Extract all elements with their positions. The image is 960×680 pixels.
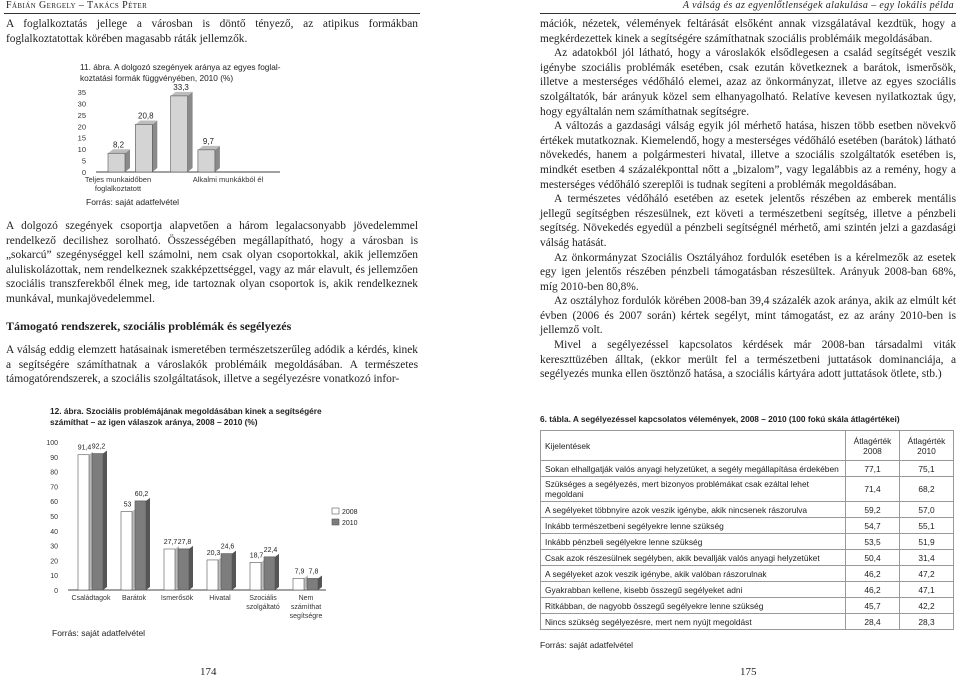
chart12-bar-2010 bbox=[307, 578, 318, 590]
table6 bbox=[540, 430, 954, 630]
chart12-value-label: 27,7 bbox=[163, 539, 178, 547]
right-paragraph-2: Az adatokból jól látható, hogy a városlakók elsődlegesen a család segítségét veszik igénybe szociális problémák esetében, csak ezután következnek a barátok, ismerősök, illetve a mesterséges védőháló elemei, azaz az önkormányzat, illetve az egyes szociális szolgáltatók, bár arányuk közel sem elhanyagolható. Relatíve kevesen nyilatkoztak úgy, hogy egyáltalán nem számíthatnak segítségre. bbox=[540, 47, 956, 118]
table-row bbox=[541, 502, 954, 518]
right-body-text bbox=[540, 17, 956, 382]
table6-cell-label: Gyakrabban kellene, kisebb összegű segélyeket adni bbox=[541, 582, 846, 598]
chart11-ytick-label: 0 bbox=[81, 168, 86, 177]
left-paragraph-dolgozo: A dolgozó szegények csoportja alapvetően a három legalacsonyabb jövedelemmel rendelkező decilishez sorolható. Összességében megállapítható, hogy a városban is „sokarcú” szegénységgel kell számolni, nem csak olyan csoportokkal, akik jellemzően aluliskolázottak, nem rendelkeznek szakképzettséggel, vagy az már elavult, és jellemzően szociális transzferekből élnek meg, ide tartoznak olyan csoportok is, akik rendelkeznek munkával, munkajövedelemmel. bbox=[6, 220, 418, 305]
chart12-bar-2008 bbox=[164, 549, 175, 590]
chart12-legend-label: 2008 bbox=[342, 509, 358, 516]
chart11-caption-line1: 11. ábra. A dolgozó szegények aránya az egyes foglal- bbox=[80, 62, 281, 72]
chart11-x-label: Alkalmi munkákból él bbox=[192, 175, 264, 184]
table6-cell-2010: 51,9 bbox=[900, 534, 954, 550]
chart12-ytick-label: 90 bbox=[50, 454, 58, 462]
chart11-x-label: foglalkoztatott bbox=[94, 184, 142, 193]
table6-cell-2010: 55,1 bbox=[900, 518, 954, 534]
chart12-category-label: szolgáltató bbox=[246, 604, 280, 611]
chart12-value-label: 7,8 bbox=[308, 568, 319, 576]
chart11-value-label: 33,3 bbox=[173, 84, 189, 92]
table-row bbox=[541, 550, 954, 566]
table6-caption: 6. tábla. A segélyezéssel kapcsolatos vélemények, 2008 – 2010 (100 fokú skála átlagértékei) bbox=[540, 414, 900, 424]
chart12-value-label: 24,6 bbox=[220, 543, 235, 551]
chart12-bar-side bbox=[275, 554, 279, 590]
table6-header-row bbox=[541, 431, 954, 461]
section-title: Támogató rendszerek, szociális problémák és segélyezés bbox=[6, 319, 292, 333]
table6-cell-label: A segélyeket azok veszik igénybe, akik valóban rászorulnak bbox=[541, 566, 846, 582]
chart12-value-label: 18,7 bbox=[249, 552, 264, 560]
chart12-legend-label: 2010 bbox=[342, 520, 358, 527]
chart11-ytick-label: 5 bbox=[81, 156, 86, 166]
table6-cell-label: Ritkábban, de nagyobb összegű segélyekre lenne szükség bbox=[541, 598, 846, 614]
chart12-bar-2010 bbox=[221, 554, 232, 590]
table-row bbox=[541, 518, 954, 534]
chart11-ytick-label: 30 bbox=[77, 99, 86, 109]
chart12 bbox=[30, 432, 370, 627]
chart12-value-label: 20,3 bbox=[206, 549, 221, 557]
table6-cell-2008: 71,4 bbox=[846, 477, 900, 502]
page-number-right: 175 bbox=[740, 666, 757, 678]
chart12-bar-side bbox=[103, 451, 107, 590]
chart12-category-label: Ismerősök bbox=[160, 595, 194, 602]
table6-cell-2010: 68,2 bbox=[900, 477, 954, 502]
chart12-category-label: Szociális bbox=[249, 595, 277, 602]
table6-cell-label: A segélyeket többnyire azok veszik igénybe, akik nincsenek rászorulva bbox=[541, 502, 846, 518]
table6-cell-2008: 53,5 bbox=[846, 534, 900, 550]
table6-cell-label: Szükséges a segélyezés, mert bizonyos problémákat csak ezáltal lehet megoldani bbox=[541, 477, 846, 502]
table6-cell-label: Csak azok részesülnek segélyben, akik bevallják valós anyagi helyzetüket bbox=[541, 550, 846, 566]
chart12-category-label: Barátok bbox=[121, 595, 147, 602]
table6-cell-2010: 31,4 bbox=[900, 550, 954, 566]
right-paragraph-6: Az osztályhoz fordulók körében 2008-ban 39,4 százalék azok aránya, akik az elmúlt két évben (2006 és 2007 során) kértek segélyt, mint támogatást, ez az arány 2010-ben is jellemző volt. bbox=[540, 295, 956, 337]
right-paragraph-4: A természetes védőháló esetében az esetek jelentős részében az emberek mentális jellegű segítségben részesülnek, ezt követi a természetbeni segítség, illetve a pénzbeli segítség. Növekedés egyedül a pénzbeli segítségnél mérhető, ami szintén jelzi a gazdasági válság hatását. bbox=[540, 193, 956, 249]
chart12-ytick-label: 50 bbox=[50, 514, 58, 521]
right-paragraph-7: Mivel a segélyezéssel kapcsolatos kérdések már 2008-ban társadalmi viták kereszttüzében álltak, (ekkor merült fel a természetbeni juttatások dominanciája, a segélyezés munka ellen ösztönző hatása, a szociális kártyára adott juttatások ötlete, stb.) bbox=[540, 339, 956, 381]
chart12-category-label: Hivatal bbox=[209, 595, 231, 602]
chart12-bar-2008 bbox=[121, 512, 132, 590]
table6-cell-2010: 47,1 bbox=[900, 582, 954, 598]
table6-cell-2008: 59,2 bbox=[846, 502, 900, 518]
chart11-ytick-label: 35 bbox=[77, 88, 86, 97]
chart12-caption bbox=[50, 406, 420, 428]
table6-cell-label: Sokan elhallgatják valós anyagi helyzetüket, a segély megállapítása érdekében bbox=[541, 461, 846, 477]
chart11-caption bbox=[80, 62, 380, 84]
chart12-category-label: segítségre bbox=[289, 613, 323, 620]
chart12-value-label: 22,4 bbox=[263, 546, 278, 554]
chart12-value-label: 92,2 bbox=[91, 443, 106, 451]
table6-cell-2010: 75,1 bbox=[900, 461, 954, 477]
running-header-title: A válság és az egyenlőtlenségek alakulása – egy lokális példa bbox=[682, 0, 954, 11]
chart12-bar-2010 bbox=[264, 557, 275, 590]
chart11-x-label: Teljes munkaidőben bbox=[84, 175, 152, 184]
chart12-bar-2008 bbox=[78, 455, 89, 590]
chart12-ytick-label: 70 bbox=[50, 484, 58, 492]
chart11-bar-side bbox=[215, 146, 220, 172]
chart12-value-label: 27,8 bbox=[177, 538, 192, 546]
chart12-bar-2008 bbox=[250, 562, 261, 590]
chart11-bar bbox=[108, 153, 125, 172]
table6-cell-2010: 28,3 bbox=[900, 614, 954, 630]
running-header-authors: Fábián Gergely – Takács Péter bbox=[6, 0, 148, 11]
page-number-left: 174 bbox=[200, 666, 217, 678]
chart12-bar-side bbox=[189, 546, 193, 590]
chart12-category-label: Családtagok bbox=[71, 595, 111, 602]
table-row bbox=[541, 582, 954, 598]
chart11-bar-side bbox=[125, 149, 130, 172]
chart12-ytick-label: 10 bbox=[50, 573, 58, 581]
chart11-ytick-label: 15 bbox=[77, 133, 86, 143]
table-row bbox=[541, 534, 954, 550]
left-intro-text: A foglalkoztatás jellege a városban is döntő tényező, az atipikus formákban foglalkoztatottak körében magasabb ráták jellemzők. bbox=[6, 18, 418, 45]
right-paragraph-3: A változás a gazdasági válság egyik jól mérhető hatása, hiszen több esetben növekvő értékek mutatkoznak. Kiemelendő, hogy a mesterséges védőháló esetében (barátok) látható növekedés, hanem a polgármesteri hivatal, illetve a szociális szolgáltatók esetében is, mindkét esetben 4 százalékponttal nőtt a „bizalom”, vagy legalábbis az a remény, hogy a mesterséges védőháló szereplői is tudnak segíteni a problémák megoldásában. bbox=[540, 120, 956, 191]
right-paragraph-1: mációk, nézetek, vélemények feltárását elsőként annak vizsgálatával kezdtük, hogy a megkérdezettek kinek a segítségére számíthatnak szociális problémáik megoldásában. bbox=[540, 18, 956, 45]
chart11-bar bbox=[171, 96, 188, 172]
table6-cell-2008: 50,4 bbox=[846, 550, 900, 566]
table6-cell-2008: 46,2 bbox=[846, 582, 900, 598]
table6-source: Forrás: saját adatfelvétel bbox=[540, 640, 634, 650]
chart12-bar-side bbox=[232, 551, 236, 590]
chart12-category-label: számíthat bbox=[290, 604, 322, 611]
chart12-ytick-label: 30 bbox=[50, 543, 58, 551]
table6-cell-2008: 54,7 bbox=[846, 518, 900, 534]
chart11-ytick-label: 20 bbox=[77, 122, 86, 132]
chart12-bar-2010 bbox=[92, 454, 103, 590]
table6-cell-label: Inkább természetbeni segélyekre lenne szükség bbox=[541, 518, 846, 534]
chart12-value-label: 60,2 bbox=[134, 490, 149, 498]
chart12-ytick-label: 20 bbox=[50, 558, 58, 566]
chart11-bar-side bbox=[152, 120, 157, 172]
table6-cell-2008: 45,7 bbox=[846, 598, 900, 614]
chart12-bar-side bbox=[318, 575, 322, 590]
table6-cell-2010: 47,2 bbox=[900, 566, 954, 582]
table6-cell-2008: 46,2 bbox=[846, 566, 900, 582]
chart11-value-label: 9,7 bbox=[202, 136, 214, 146]
header-rule-right bbox=[540, 13, 956, 14]
chart11-ytick-label: 25 bbox=[77, 110, 86, 120]
chart12-caption-line2: számíthat – az igen válaszok aránya, 2008 – 2010 (%) bbox=[50, 417, 258, 427]
chart12-source: Forrás: saját adatfelvétel bbox=[52, 628, 146, 638]
chart11-bar bbox=[135, 124, 152, 172]
chart12-ytick-label: 40 bbox=[50, 528, 58, 536]
table6-col-2010: Átlagérték 2010 bbox=[900, 431, 954, 461]
section-paragraph: A válság eddig elemzett hatásainak ismeretében természetszerűleg adódik a kérdés, kinek a segítségére számíthatnak a városlakók problémáik megoldásában. A természetes támogatórendszerek, a szociális szolgáltatások, illetve a segélyezésre vonatkozó infor- bbox=[6, 344, 418, 386]
chart12-category-label: Nem bbox=[298, 595, 314, 602]
chart11-ytick-label: 10 bbox=[77, 145, 86, 155]
chart12-ytick-label: 0 bbox=[54, 588, 58, 595]
chart11-caption-line2: koztatási formák függvényében, 2010 (%) bbox=[80, 73, 234, 83]
chart12-ytick-label: 100 bbox=[46, 440, 58, 447]
chart12-bar-2010 bbox=[135, 501, 146, 590]
chart11-source: Forrás: saját adatfelvétel bbox=[86, 197, 180, 207]
table6-cell-2008: 77,1 bbox=[846, 461, 900, 477]
header-rule-left bbox=[4, 13, 420, 14]
chart12-value-label: 53 bbox=[123, 501, 132, 509]
chart12-bar-side bbox=[146, 498, 150, 590]
chart11-bar-side bbox=[188, 92, 193, 172]
table6-col-2008: Átlagérték 2008 bbox=[846, 431, 900, 461]
chart11-bar bbox=[198, 150, 215, 172]
table6-cell-label: Inkább pénzbeli segélyekre lenne szükség bbox=[541, 534, 846, 550]
chart12-value-label: 91,4 bbox=[77, 444, 92, 452]
chart12-legend-swatch-2010 bbox=[332, 519, 339, 525]
table6-cell-2010: 42,2 bbox=[900, 598, 954, 614]
chart12-ytick-label: 60 bbox=[50, 499, 58, 507]
table-row bbox=[541, 461, 954, 477]
chart11 bbox=[70, 84, 360, 196]
table6-cell-2008: 28,4 bbox=[846, 614, 900, 630]
chart12-value-label: 7,9 bbox=[294, 568, 305, 576]
right-paragraph-5: Az önkormányzat Szociális Osztályához fordulók esetében is a kérelmezők az esetek egy igen jelentős részében pénzbeli támogatásban részesültek. Arányuk 2008-ban 68%, míg 2010-ben 80,8%. bbox=[540, 251, 956, 293]
chart11-value-label: 8,2 bbox=[112, 140, 125, 150]
table-row bbox=[541, 477, 954, 502]
chart12-bar-2010 bbox=[178, 549, 189, 590]
chart12-legend-swatch-2008 bbox=[332, 508, 339, 514]
chart11-value-label: 20,8 bbox=[138, 111, 154, 121]
chart12-caption-line1: 12. ábra. Szociális problémájának megoldásában kinek a segítségére bbox=[50, 406, 322, 416]
chart12-bar-2008 bbox=[293, 578, 304, 590]
table-row bbox=[541, 614, 954, 630]
chart12-bar-2008 bbox=[207, 560, 218, 590]
table6-cell-2010: 57,0 bbox=[900, 502, 954, 518]
table-row bbox=[541, 598, 954, 614]
table6-cell-label: Nincs szükség segélyezésre, mert nem nyújt megoldást bbox=[541, 614, 846, 630]
table-row bbox=[541, 566, 954, 582]
chart12-ytick-label: 80 bbox=[50, 469, 58, 477]
table6-col-label: Kijelentések bbox=[541, 431, 846, 461]
